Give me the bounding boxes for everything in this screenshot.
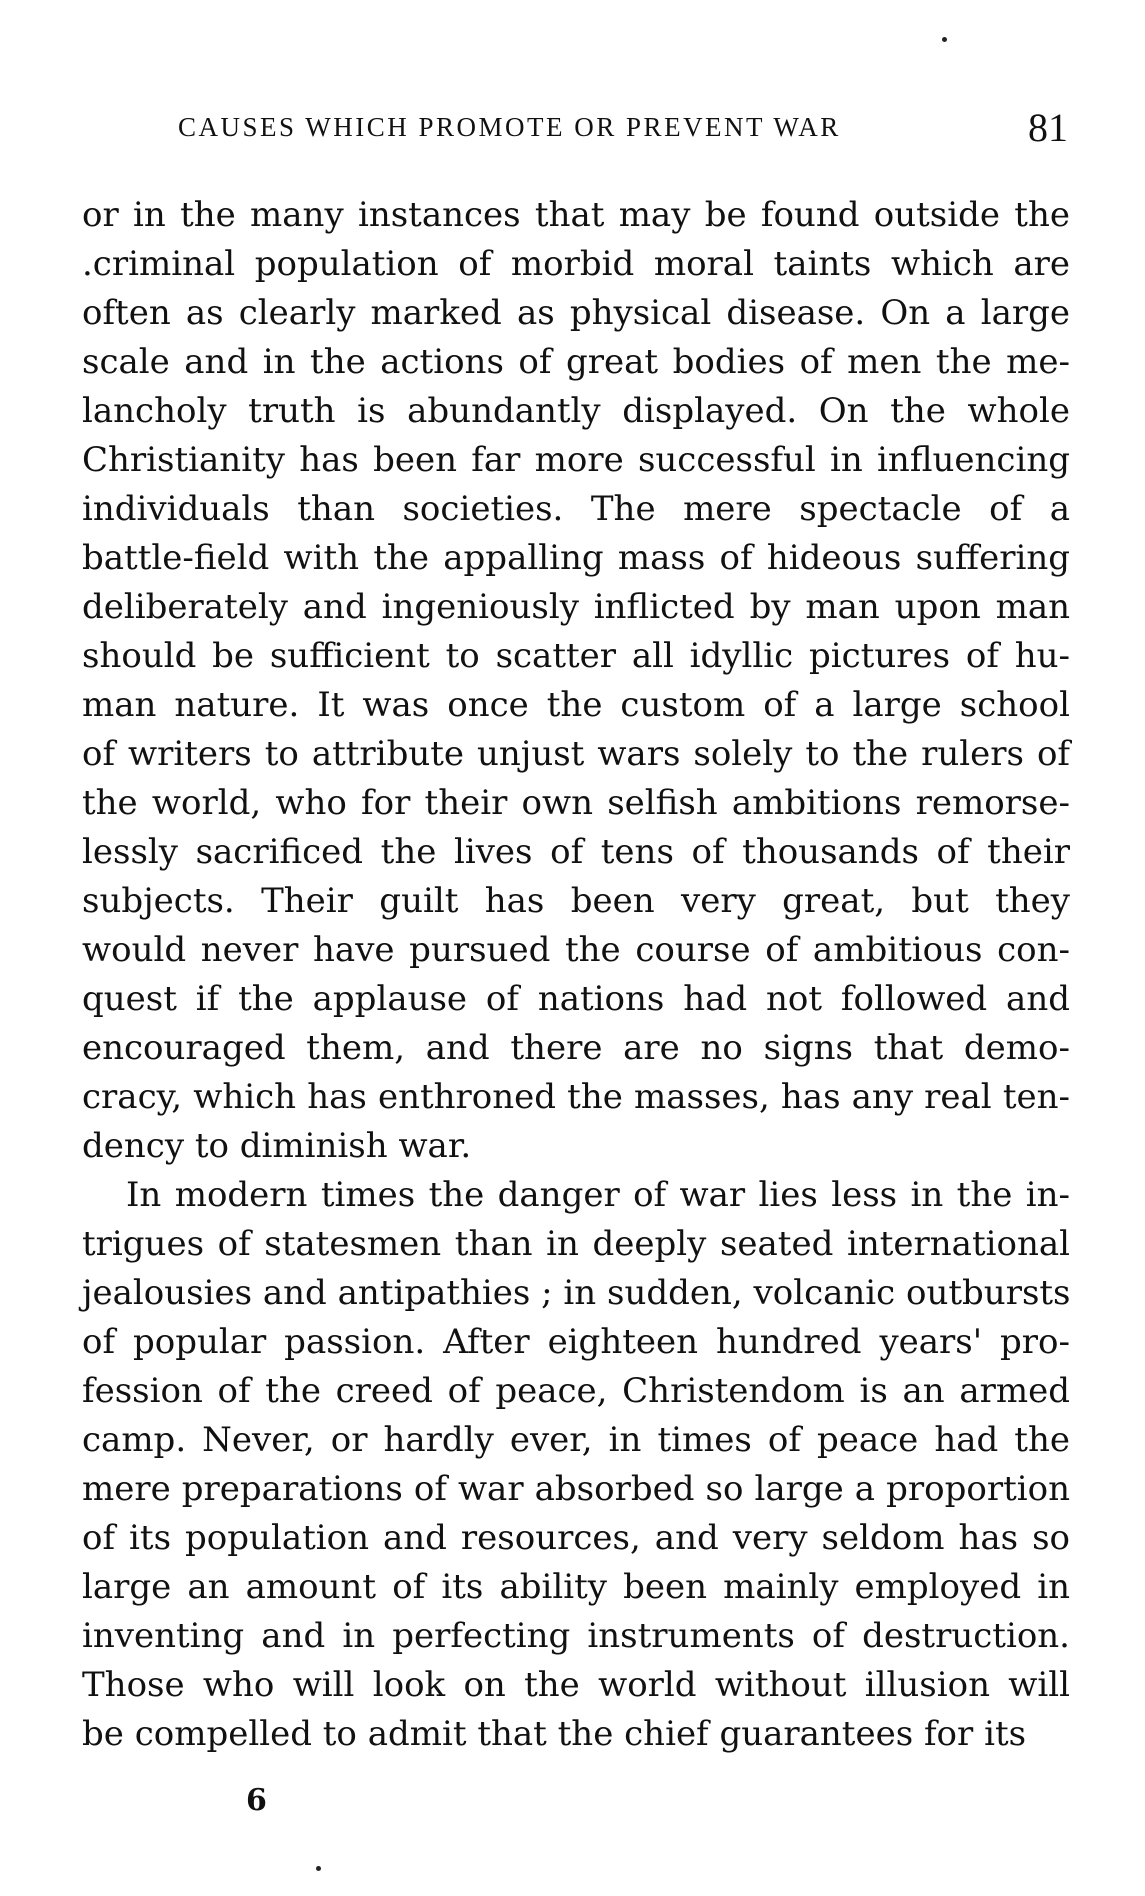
text-line: trigues of statesmen than in deeply seated international (82, 1224, 1070, 1264)
text-line: of its population and resources, and very seldom has so (82, 1518, 1070, 1558)
text-line: individuals than societies. The mere spectacle of a (82, 489, 1070, 529)
paragraph (82, 191, 1070, 1171)
text-line: would never have pursued the course of ambitious con- (82, 930, 1070, 970)
text-line: should be sufficient to scatter all idyllic pictures of hu- (82, 636, 1070, 676)
text-line: or in the many instances that may be found outside the (82, 195, 1070, 235)
text-line: deliberately and ingeniously inflicted by man upon man (82, 587, 1070, 627)
text-line: quest if the applause of nations had not followed and (82, 979, 1070, 1019)
text-line: .criminal population of morbid moral taints which are (82, 244, 1070, 284)
paragraph-container (82, 191, 1070, 1759)
page-header (178, 102, 1068, 152)
ink-speck (942, 37, 947, 42)
text-line: scale and in the actions of great bodies of men the me- (82, 342, 1070, 382)
text-line: inventing and in perfecting instruments of destruction. (82, 1616, 1070, 1656)
text-line: subjects. Their guilt has been very great, but they (82, 881, 1070, 921)
text-line: of popular passion. After eighteen hundred years' pro- (82, 1322, 1070, 1362)
text-line: large an amount of its ability been mainly employed in (82, 1567, 1070, 1607)
text-line: mere preparations of war absorbed so large a proportion (82, 1469, 1070, 1509)
text-line: lancholy truth is abundantly displayed. On the whole (82, 391, 1070, 431)
text-line: cracy, which has enthroned the masses, has any real ten- (82, 1077, 1070, 1117)
text-line: man nature. It was once the custom of a large school (82, 685, 1070, 725)
text-line: often as clearly marked as physical disease. On a large (82, 293, 1070, 333)
text-line: lessly sacrificed the lives of tens of thousands of their (82, 832, 1070, 872)
ink-speck (316, 1866, 321, 1871)
signature-mark: 6 (246, 1783, 267, 1818)
text-line: dency to diminish war. (82, 1126, 472, 1166)
text-line: camp. Never, or hardly ever, in times of peace had the (82, 1420, 1070, 1460)
page-number: 81 (1028, 105, 1068, 150)
text-line: In modern times the danger of war lies less in the in- (126, 1175, 1070, 1215)
text-line: encouraged them, and there are no signs that demo- (82, 1028, 1070, 1068)
text-line: Christianity has been far more successful in influencing (82, 440, 1070, 480)
text-line: the world, who for their own selfish ambitions remorse- (82, 783, 1070, 823)
text-line: jealousies and antipathies ; in sudden, volcanic outbursts (82, 1273, 1071, 1313)
paragraph (82, 1171, 1070, 1759)
text-line: of writers to attribute unjust wars solely to the rulers of (82, 734, 1070, 774)
text-line: fession of the creed of peace, Christendom is an armed (82, 1371, 1070, 1411)
text-line: battle-field with the appalling mass of hideous suffering (82, 538, 1070, 578)
body-text (82, 191, 1070, 1759)
text-line: Those who will look on the world without illusion will (82, 1665, 1070, 1705)
text-line: be compelled to admit that the chief guarantees for its (82, 1714, 1027, 1754)
running-head: CAUSES WHICH PROMOTE OR PREVENT WAR (178, 112, 841, 142)
